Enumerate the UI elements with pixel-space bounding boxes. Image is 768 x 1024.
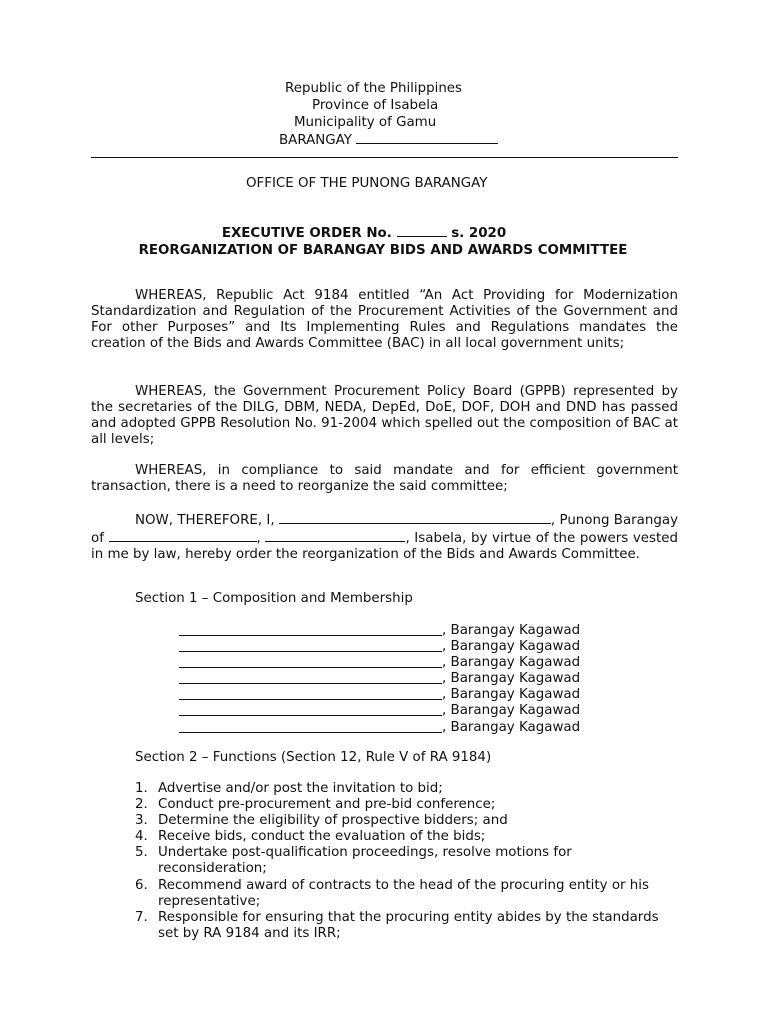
member-role: , Barangay Kagawad <box>442 623 581 638</box>
function-item <box>135 910 675 942</box>
now-therefore-tail: , Isabela, by virtue of the powers vested in me by law, hereby order the reorganization of the Bids and Awards Committee. <box>91 531 678 563</box>
member-row <box>179 623 580 639</box>
function-text: Recommend award of contracts to the head of the procuring entity or his representative; <box>158 877 649 909</box>
whereas-paragraph: WHEREAS, Republic Act 9184 entitled “An Act Providing for Modernization Standardization and Regulation of the Procurement Activities of the Government and For other Purposes” and Its Implementing Rules and Regulations mandates the creation of the Bids and Awards Committee (BAC) in all local government units; <box>91 288 678 352</box>
section-2-heading: Section 2 – Functions (Section 12, Rule V of RA 9184) <box>135 750 492 765</box>
section-1-heading: Section 1 – Composition and Membership <box>135 591 413 606</box>
function-number: 1. <box>135 781 148 796</box>
member-name-blank <box>179 639 442 652</box>
republic-line: Republic of the Philippines <box>285 81 463 96</box>
barangay-name-blank <box>109 529 257 542</box>
function-number: 4. <box>135 829 148 845</box>
member-row <box>179 639 580 655</box>
member-name-blank <box>179 655 442 668</box>
office-heading: OFFICE OF THE PUNONG BARANGAY <box>246 176 488 191</box>
member-role: , Barangay Kagawad <box>442 703 581 719</box>
function-number: 3. <box>135 813 148 829</box>
member-row <box>179 655 580 671</box>
function-item <box>135 813 675 829</box>
member-row <box>179 671 580 687</box>
functions-list <box>135 781 675 942</box>
now-therefore-paragraph <box>91 511 678 563</box>
function-text: Receive bids, conduct the evaluation of the bids; <box>158 829 486 845</box>
order-suffix: s. 2020 <box>451 226 507 241</box>
member-row <box>179 703 580 719</box>
municipality-blank <box>265 529 405 542</box>
province-line: Province of Isabela <box>312 98 439 113</box>
function-item <box>135 829 675 845</box>
barangay-label: BARANGAY <box>279 133 352 148</box>
letterhead <box>0 80 768 149</box>
function-number: 7. <box>135 909 148 925</box>
now-therefore-comma: , <box>256 531 261 547</box>
now-therefore-lead: NOW, THEREFORE, I, <box>135 513 275 528</box>
function-number: 6. <box>135 877 148 893</box>
whereas-3 <box>91 463 678 495</box>
now-therefore-mid: , Punong Barangay of <box>91 513 678 547</box>
member-name-blank <box>179 687 442 700</box>
member-name-blank <box>179 671 442 684</box>
function-text: Undertake post-qualification proceedings, resolve motions for reconsideration; <box>158 845 572 877</box>
whereas-paragraph: WHEREAS, in compliance to said mandate and for efficient government transaction, there is a need to reorganize the said committee; <box>91 463 678 495</box>
function-text: Responsible for ensuring that the procuring entity abides by the standards set by RA 9184 and its IRR; <box>158 909 659 941</box>
function-text: Advertise and/or post the invitation to bid; <box>158 781 443 796</box>
barangay-line <box>279 131 768 149</box>
member-row <box>179 720 580 736</box>
whereas-2 <box>91 384 678 448</box>
order-number-blank <box>397 224 447 237</box>
member-role: , Barangay Kagawad <box>442 719 581 735</box>
member-name-blank <box>179 703 442 716</box>
order-prefix: EXECUTIVE ORDER No. <box>221 226 392 241</box>
function-item <box>135 878 675 910</box>
order-number-line <box>0 224 748 242</box>
function-text: Conduct pre-procurement and pre-bid conference; <box>158 797 496 813</box>
member-role: , Barangay Kagawad <box>442 671 581 687</box>
whereas-paragraph: WHEREAS, the Government Procurement Policy Board (GPPB) represented by the secretaries of the DILG, DBM, NEDA, DepEd, DoE, DOF, DOH and DND has passed and adopted GPPB Resolution No. 91-2004 which spelled out the composition of BAC at all levels; <box>91 384 678 448</box>
municipality-line: Municipality of Gamu <box>294 115 437 130</box>
whereas-1 <box>91 288 678 352</box>
function-item <box>135 845 675 877</box>
function-text: Determine the eligibility of prospective bidders; and <box>158 813 508 829</box>
member-name-blank <box>179 623 442 636</box>
now-therefore-clause <box>91 511 678 563</box>
order-subject: REORGANIZATION OF BARANGAY BIDS AND AWARDS COMMITTEE <box>138 243 628 258</box>
member-role: , Barangay Kagawad <box>442 639 581 655</box>
member-role: , Barangay Kagawad <box>442 655 581 671</box>
function-number: 2. <box>135 797 148 813</box>
member-list <box>179 623 580 736</box>
member-name-blank <box>179 720 442 733</box>
member-row <box>179 687 580 703</box>
function-item <box>135 781 675 797</box>
order-title <box>0 224 768 259</box>
function-number: 5. <box>135 845 148 861</box>
function-item <box>135 797 675 813</box>
header-divider <box>91 157 678 158</box>
barangay-blank <box>356 131 498 144</box>
member-role: , Barangay Kagawad <box>442 687 581 703</box>
punong-barangay-name-blank <box>279 511 551 524</box>
